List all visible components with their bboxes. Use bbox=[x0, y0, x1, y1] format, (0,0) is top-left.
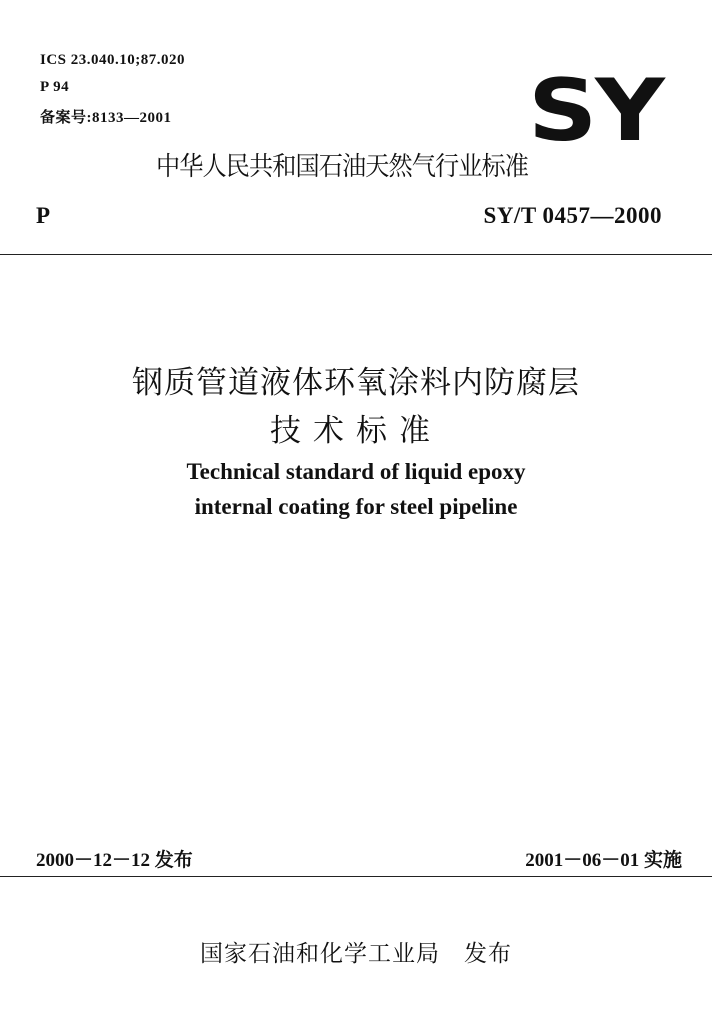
filing-number: 备案号:8133—2001 bbox=[40, 110, 172, 126]
bottom-divider bbox=[0, 876, 712, 877]
implementation-date: 2001－06－01 实施 bbox=[525, 850, 682, 871]
chinese-title-line-2: 技术标准 bbox=[270, 413, 442, 449]
sy-logo: SY bbox=[528, 61, 663, 161]
industry-standard-heading: 中华人民共和国石油天然气行业标准 bbox=[156, 152, 529, 182]
chinese-title-line-1: 钢质管道液体环氧涂料内防腐层 bbox=[132, 365, 580, 401]
ics-code: ICS 23.040.10;87.020 bbox=[40, 52, 186, 68]
issue-date: 2000－12－12 发布 bbox=[36, 850, 193, 871]
ccs-code: P 94 bbox=[40, 79, 70, 95]
top-divider bbox=[0, 254, 712, 255]
standard-code: SY/T 0457—2000 bbox=[483, 203, 662, 228]
publisher: 国家石油和化学工业局 发布 bbox=[200, 941, 512, 967]
english-title-line-2: internal coating for steel pipeline bbox=[194, 494, 518, 519]
category-letter: P bbox=[36, 203, 51, 228]
english-title-line-1: Technical standard of liquid epoxy bbox=[186, 459, 526, 484]
